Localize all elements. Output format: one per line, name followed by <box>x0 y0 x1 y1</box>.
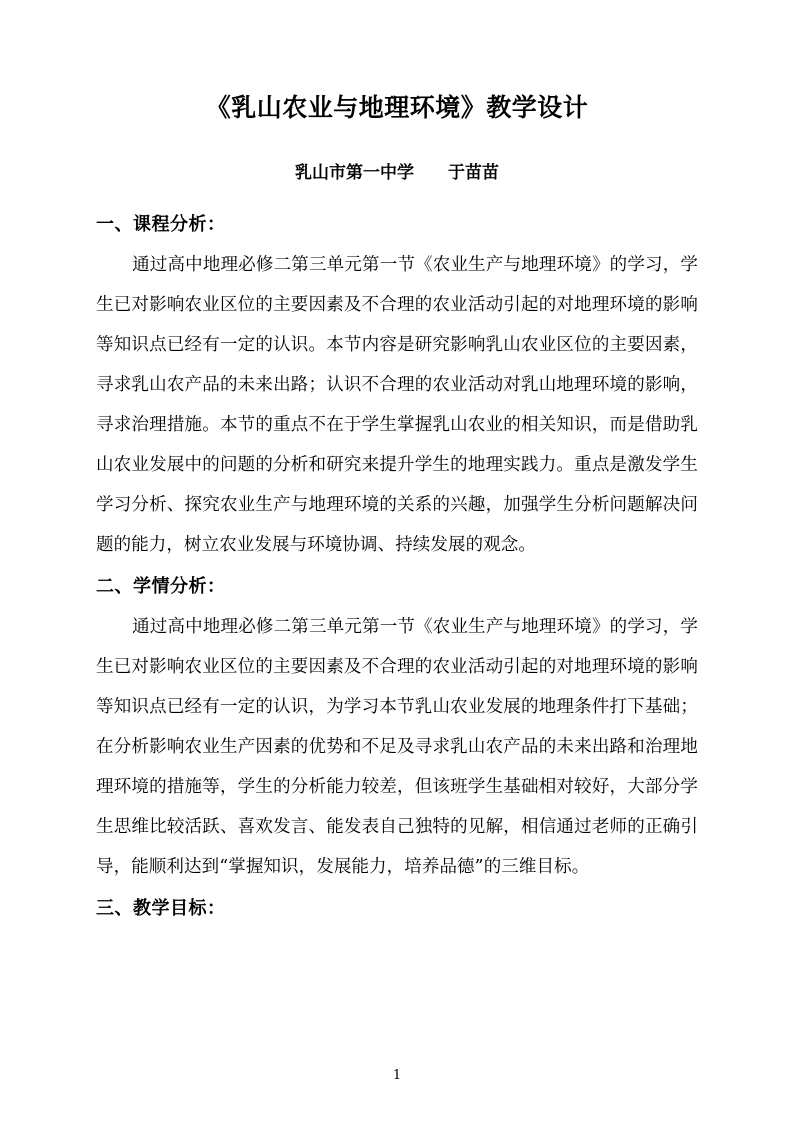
section-body-course-analysis <box>96 245 698 565</box>
section-heading-teaching-objectives: 三、教学目标： <box>96 898 226 920</box>
page-number: 1 <box>392 1068 402 1083</box>
document-content <box>96 0 698 929</box>
section-body-text: 通过高中地理必修二第三单元第一节《农业生产与地理环境》的学习，学生已对影响农业区位的主要因素及不合理的农业活动引起的对地理环境的影响等知识点已经有一定的认识，为学习本节乳山农业发展的地理条件打下基础；在分析影响农业生产因素的优势和不足及寻求乳山农产品的未来出路和治理地理环境的措施等，学生的分析能力较差，但该班学生基础相对较好，大部分学生思维比较活跃、喜欢发言、能发表自己独特的见解，相信通过老师的正确引导，能顺利达到“掌握知识，发展能力，培养品德”的三维目标。 <box>96 617 698 878</box>
page-title: 《乳山农业与地理环境》教学设计 <box>205 93 589 122</box>
author-byline: 乳山市第一中学 于苗苗 <box>295 163 499 183</box>
section-heading-course-analysis: 一、课程分析： <box>96 214 226 236</box>
section-heading-student-analysis: 二、学情分析： <box>96 576 226 598</box>
section-body-student-analysis <box>96 607 698 887</box>
section-body-text: 通过高中地理必修二第三单元第一节《农业生产与地理环境》的学习，学生已对影响农业区位的主要因素及不合理的农业活动引起的对地理环境的影响等知识点已经有一定的认识。本节内容是研究影响乳山农业区位的主要因素，寻求乳山农产品的未来出路；认识不合理的农业活动对乳山地理环境的影响，寻求治理措施。本节的重点不在于学生掌握乳山农业的相关知识，而是借助乳山农业发展中的问题的分析和研究来提升学生的地理实践力。重点是激发学生学习分析、探究农业生产与地理环境的关系的兴趣，加强学生分析问题解决问题的能力，树立农业发展与环境协调、持续发展的观念。 <box>96 255 698 556</box>
